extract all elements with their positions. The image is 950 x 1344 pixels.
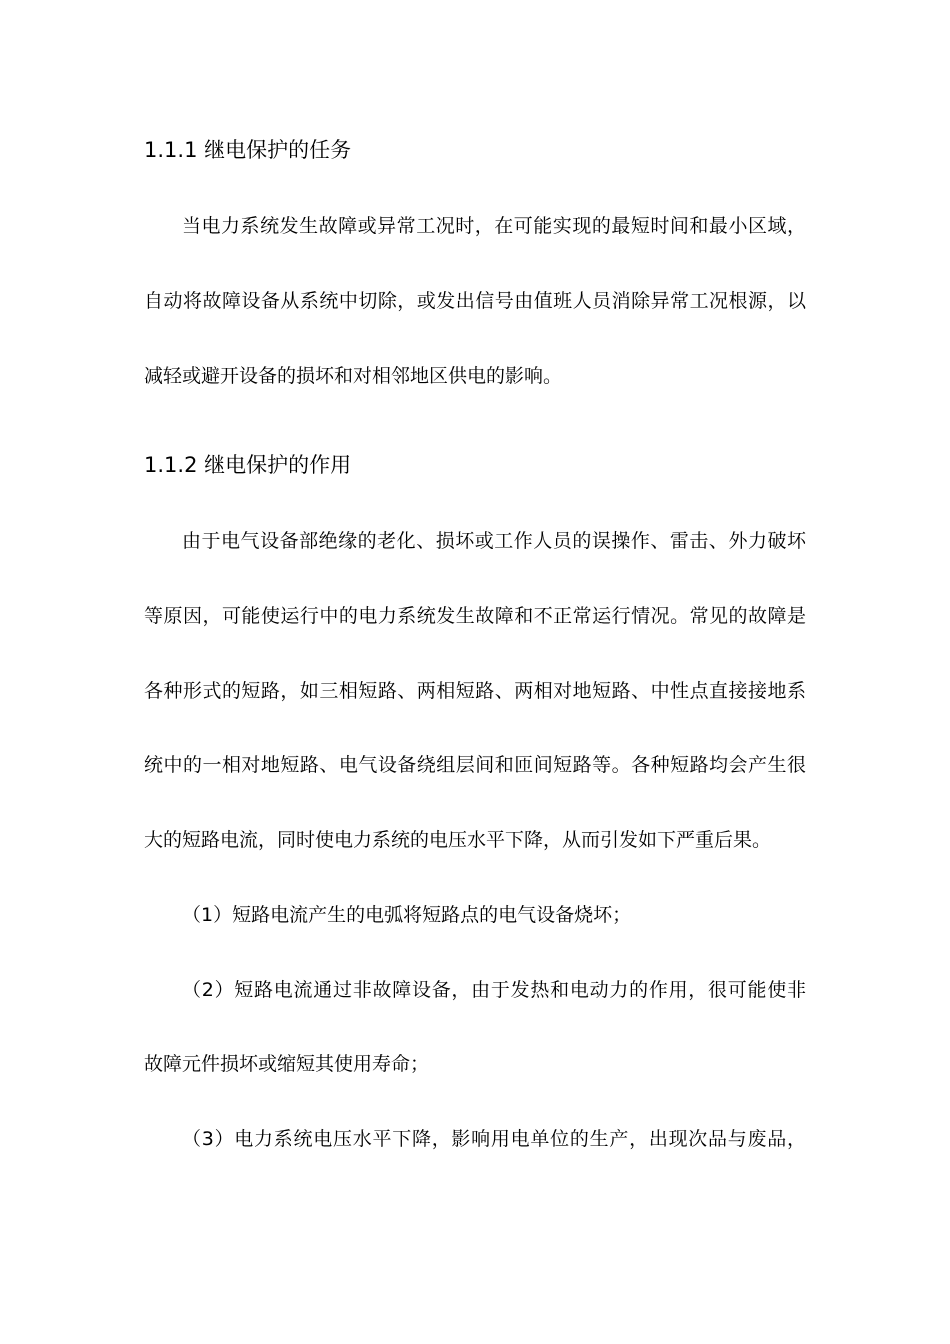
paragraph-line: 由于电气设备部绝缘的老化、损坏或工作人员的误操作、雷击、外力破坏: [182, 530, 806, 552]
list-item-2: （2）短路电流通过非故障设备，由于发热和电动力的作用，很可能使非: [182, 979, 806, 1001]
paragraph-line: 当电力系统发生故障或异常工况时，在可能实现的最短时间和最小区域，: [182, 215, 806, 237]
section-heading-1-1-2: 1.1.2 继电保护的作用: [144, 453, 352, 477]
list-item-2-continuation: 故障元件损坏或缩短其使用寿命；: [144, 1053, 430, 1075]
paragraph-line: 自动将故障设备从系统中切除，或发出信号由值班人员消除异常工况根源，以: [144, 290, 806, 312]
list-item-3: （3）电力系统电压水平下降，影响用电单位的生产，出现次品与废品，: [182, 1128, 806, 1150]
list-item-1: （1）短路电流产生的电弧将短路点的电气设备烧坏；: [182, 904, 632, 926]
section-heading-1-1-1: 1.1.1 继电保护的任务: [144, 138, 352, 162]
paragraph-line: 等原因，可能使运行中的电力系统发生故障和不正常运行情况。常见的故障是: [144, 605, 806, 627]
paragraph-line: 大的短路电流，同时使电力系统的电压水平下降，从而引发如下严重后果。: [144, 829, 772, 851]
paragraph-line: 各种形式的短路，如三相短路、两相短路、两相对地短路、中性点直接接地系: [144, 680, 806, 702]
paragraph-line: 减轻或避开设备的损坏和对相邻地区供电的影响。: [144, 365, 563, 387]
paragraph-line: 统中的一相对地短路、电气设备绕组层间和匝间短路等。各种短路均会产生很: [144, 754, 806, 776]
